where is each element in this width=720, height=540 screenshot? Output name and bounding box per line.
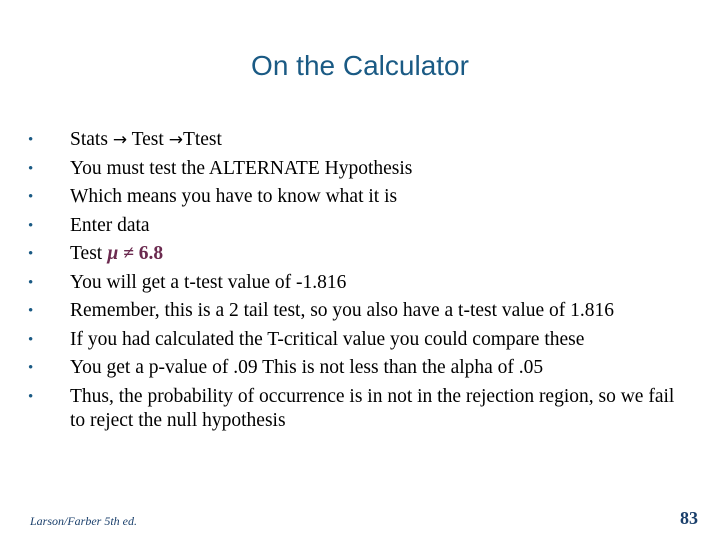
bullet-dot-icon: •: [28, 217, 34, 234]
bullet-dot-icon: •: [28, 160, 34, 177]
list-item-text: Enter data: [70, 214, 150, 236]
footer-credit: Larson/Farber 5th ed.: [30, 514, 138, 528]
arrow-right-icon: →: [168, 130, 183, 150]
list-item: [28, 214, 678, 239]
list-item: [28, 128, 678, 153]
bullet-dot-icon: •: [28, 388, 34, 405]
list-item: [28, 299, 678, 324]
bullet-dot-icon: •: [28, 360, 34, 376]
bullet-dot-icon: •: [28, 274, 34, 291]
page-number: 83: [680, 508, 698, 528]
menu-step-test: Test: [131, 129, 164, 150]
bullet-list: [28, 128, 678, 438]
list-item: [28, 385, 678, 434]
arrow-right-icon: →: [112, 130, 128, 150]
bullet-dot-icon: •: [28, 189, 34, 205]
list-item: [28, 242, 678, 267]
list-item-text: You get a p-value of .09 This is not less than the alpha of .05: [70, 357, 544, 378]
bullet-dot-icon: •: [28, 303, 34, 319]
hypothesis-value: ≠ 6.8: [123, 243, 164, 264]
slide-title: On the Calculator: [251, 50, 469, 81]
list-item: [28, 185, 678, 210]
list-item-text: Thus, the probability of occurrence is in not in the rejection region, so we fail to reject the null hypothesis: [70, 385, 675, 431]
menu-step-ttest: Ttest: [182, 129, 222, 150]
list-item-text: You must test the ALTERNATE Hypothesis: [70, 157, 413, 179]
list-item-text: Remember, this is a 2 tail test, so you also have a t-test value of 1.816: [70, 300, 615, 321]
bullet-dot-icon: •: [28, 331, 34, 348]
bullet-dot-icon: •: [28, 246, 34, 262]
list-item: [28, 356, 678, 381]
list-item: [28, 157, 678, 182]
list-item-text: Which means you have to know what it is: [70, 186, 398, 207]
list-item: [28, 328, 678, 353]
list-item-text: If you had calculated the T-critical value you could compare these: [70, 328, 585, 350]
list-item-text: Test: [70, 243, 103, 264]
list-item-text: You will get a t-test value of -1.816: [70, 271, 347, 293]
list-item: [28, 271, 678, 296]
hypothesis-expression: [107, 243, 163, 264]
menu-step-stats: Stats: [70, 129, 108, 150]
mu-symbol: µ: [107, 243, 119, 264]
bullet-dot-icon: •: [28, 132, 34, 148]
